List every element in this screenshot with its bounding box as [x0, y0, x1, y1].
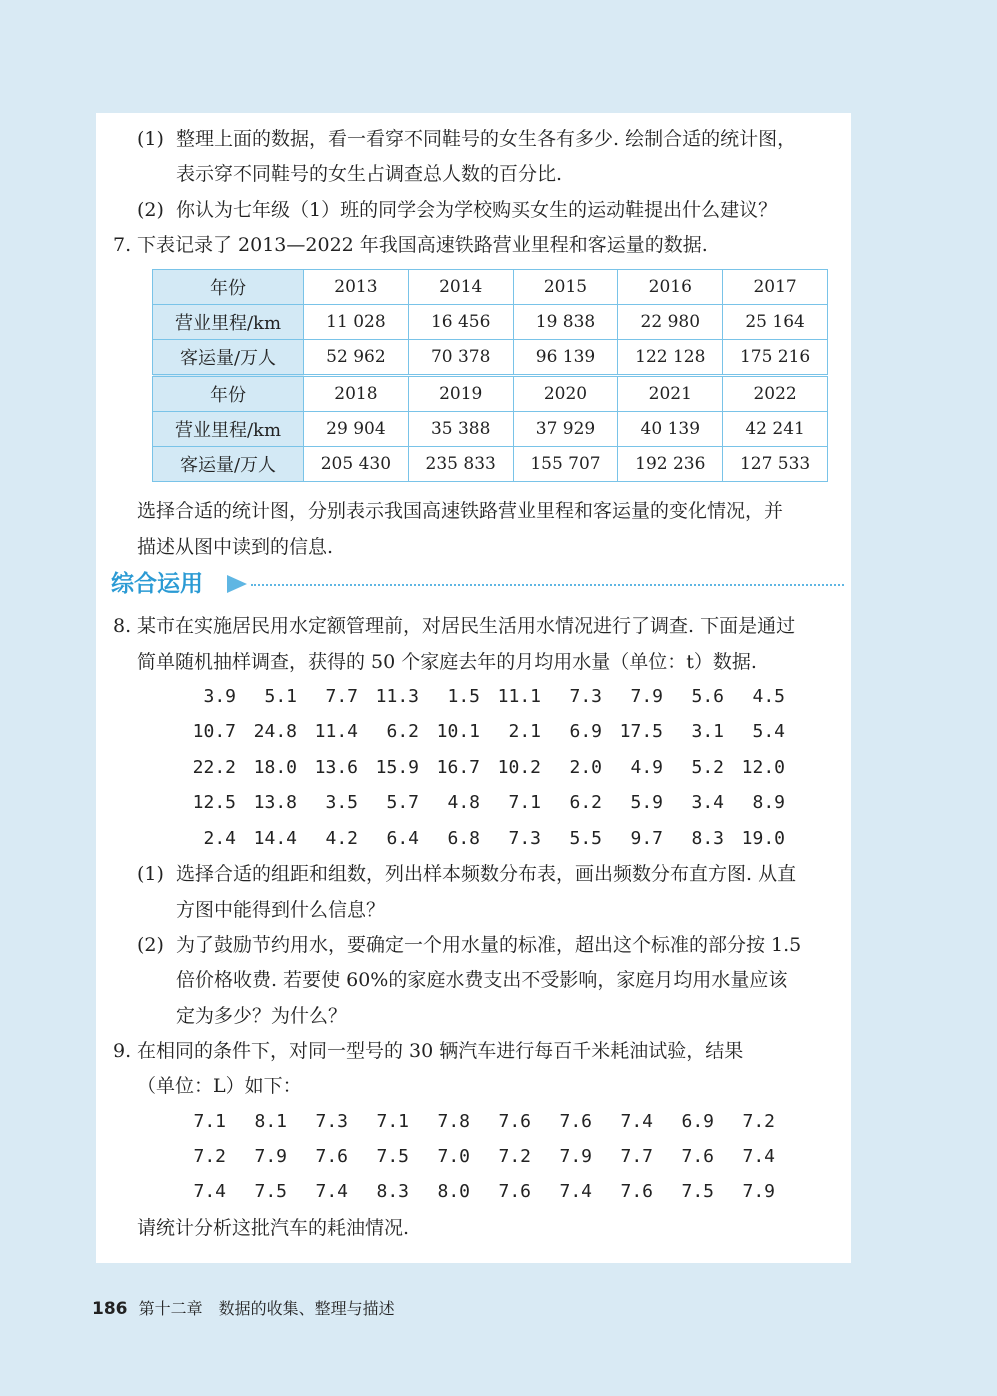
data-value: 7.7	[325, 686, 358, 707]
table-cell: 35 388	[408, 412, 513, 447]
table-cell: 2015	[513, 270, 618, 305]
data-value: 7.6	[559, 1111, 592, 1132]
table-row	[153, 376, 828, 412]
row-header-mileage: 营业里程/km	[153, 305, 304, 340]
data-value: 9.7	[630, 828, 663, 849]
dotted-divider	[251, 584, 844, 586]
q6-sub2-line1: 你认为七年级（1）班的同学会为学校购买女生的运动鞋提出什么建议？	[176, 199, 778, 221]
table-row	[153, 340, 828, 376]
data-value: 10.2	[497, 757, 541, 778]
data-value: 8.3	[691, 828, 724, 849]
data-value: 4.8	[447, 792, 480, 813]
q9-closing: 请统计分析这批汽车的耗油情况.	[137, 1217, 410, 1239]
data-value: 7.9	[254, 1146, 287, 1167]
table-row	[153, 412, 828, 447]
q8-sub2-label: (2)	[137, 934, 164, 956]
q8-sub1-label: (1)	[137, 863, 164, 885]
q8-sub1-line1: 选择合适的组距和组数，列出样本频数分布表，画出频数分布直方图. 从直	[176, 863, 797, 885]
data-value: 8.9	[752, 792, 785, 813]
q9-number: 9.	[113, 1040, 132, 1062]
data-value: 7.2	[742, 1111, 775, 1132]
q9-line1: 在相同的条件下，对同一型号的 30 辆汽车进行每百千米耗油试验，结果	[137, 1040, 744, 1062]
data-value: 7.3	[508, 828, 541, 849]
data-value: 7.3	[569, 686, 602, 707]
table-cell: 29 904	[304, 412, 409, 447]
table-cell: 122 128	[618, 340, 723, 376]
q7-number: 7.	[113, 234, 132, 256]
data-value: 6.2	[569, 792, 602, 813]
table-cell: 11 028	[304, 305, 409, 340]
data-value: 7.4	[620, 1111, 653, 1132]
data-value: 7.9	[742, 1181, 775, 1202]
page-number: 186	[92, 1299, 128, 1319]
table-cell: 2020	[513, 376, 618, 412]
data-value: 8.0	[437, 1181, 470, 1202]
table-cell: 40 139	[618, 412, 723, 447]
table-row	[153, 305, 828, 340]
q7-after-line2: 描述从图中读到的信息.	[137, 536, 334, 558]
section-header	[111, 568, 844, 600]
data-value: 6.2	[386, 721, 419, 742]
data-value: 6.9	[681, 1111, 714, 1132]
data-value: 7.1	[376, 1111, 409, 1132]
data-value: 19.0	[741, 828, 785, 849]
q7-text: 下表记录了 2013—2022 年我国高速铁路营业里程和客运量的数据.	[137, 234, 708, 256]
table-cell: 25 164	[723, 305, 828, 340]
data-value: 7.4	[193, 1181, 226, 1202]
table-cell: 2016	[618, 270, 723, 305]
data-value: 4.9	[630, 757, 663, 778]
table-cell: 235 833	[408, 447, 513, 482]
data-value: 10.7	[192, 721, 236, 742]
table-row	[153, 447, 828, 482]
data-value: 7.5	[376, 1146, 409, 1167]
data-value: 7.1	[193, 1111, 226, 1132]
data-value: 3.4	[691, 792, 724, 813]
data-value: 10.1	[436, 721, 480, 742]
data-value: 7.6	[681, 1146, 714, 1167]
row-header-year: 年份	[153, 376, 304, 412]
data-value: 22.2	[192, 757, 236, 778]
data-value: 7.4	[315, 1181, 348, 1202]
data-value: 12.5	[192, 792, 236, 813]
q8-sub1-line2: 方图中能得到什么信息？	[176, 899, 386, 921]
data-value: 7.9	[630, 686, 663, 707]
q6-sub2-label: (2)	[137, 199, 164, 221]
data-value: 7.1	[508, 792, 541, 813]
data-value: 7.6	[498, 1181, 531, 1202]
data-value: 7.5	[681, 1181, 714, 1202]
q8-line1: 某市在实施居民用水定额管理前，对居民生活用水情况进行了调查. 下面是通过	[137, 615, 796, 637]
data-value: 11.3	[375, 686, 419, 707]
data-value: 13.8	[253, 792, 297, 813]
data-value: 7.4	[559, 1181, 592, 1202]
data-value: 24.8	[253, 721, 297, 742]
data-value: 7.6	[498, 1111, 531, 1132]
chapter-title: 第十二章 数据的收集、整理与描述	[138, 1299, 395, 1318]
table-cell: 192 236	[618, 447, 723, 482]
row-header-passengers: 客运量/万人	[153, 447, 304, 482]
data-value: 7.2	[498, 1146, 531, 1167]
data-value: 14.4	[253, 828, 297, 849]
q8-sub2-line1: 为了鼓励节约用水，要确定一个用水量的标准，超出这个标准的部分按 1.5	[176, 934, 802, 956]
data-value: 11.4	[314, 721, 358, 742]
q8-sub2-line3: 定为多少？为什么？	[176, 1005, 348, 1027]
table-cell: 19 838	[513, 305, 618, 340]
data-value: 4.5	[752, 686, 785, 707]
table-cell: 16 456	[408, 305, 513, 340]
q6-sub1-line1: 整理上面的数据，看一看穿不同鞋号的女生各有多少. 绘制合适的统计图，	[176, 128, 797, 150]
data-value: 16.7	[436, 757, 480, 778]
page-footer	[92, 1296, 395, 1319]
play-arrow-icon	[225, 573, 249, 595]
data-value: 7.6	[315, 1146, 348, 1167]
row-header-passengers: 客运量/万人	[153, 340, 304, 376]
table-cell: 2022	[723, 376, 828, 412]
table-cell: 22 980	[618, 305, 723, 340]
data-value: 4.2	[325, 828, 358, 849]
q9-line2: （单位：L）如下：	[137, 1075, 302, 1097]
data-value: 13.6	[314, 757, 358, 778]
railway-data-table	[152, 269, 828, 482]
data-value: 6.9	[569, 721, 602, 742]
data-value: 3.9	[203, 686, 236, 707]
table-cell: 2021	[618, 376, 723, 412]
data-value: 7.0	[437, 1146, 470, 1167]
q7-after-line1: 选择合适的统计图，分别表示我国高速铁路营业里程和客运量的变化情况，并	[137, 500, 784, 522]
table-cell: 2019	[408, 376, 513, 412]
data-value: 7.2	[193, 1146, 226, 1167]
data-value: 3.5	[325, 792, 358, 813]
q8-number: 8.	[113, 615, 132, 637]
data-value: 7.5	[254, 1181, 287, 1202]
table-cell: 155 707	[513, 447, 618, 482]
data-value: 8.1	[254, 1111, 287, 1132]
row-header-mileage: 营业里程/km	[153, 412, 304, 447]
data-value: 2.1	[508, 721, 541, 742]
data-value: 5.4	[752, 721, 785, 742]
data-value: 5.6	[691, 686, 724, 707]
data-value: 5.7	[386, 792, 419, 813]
section-title: 综合运用	[111, 571, 203, 597]
q8-line2: 简单随机抽样调查，获得的 50 个家庭去年的月均用水量（单位：t）数据.	[137, 651, 757, 673]
table-cell: 96 139	[513, 340, 618, 376]
data-value: 7.3	[315, 1111, 348, 1132]
data-value: 5.5	[569, 828, 602, 849]
table-cell: 127 533	[723, 447, 828, 482]
data-value: 7.6	[620, 1181, 653, 1202]
data-value: 7.7	[620, 1146, 653, 1167]
table-cell: 2017	[723, 270, 828, 305]
data-value: 6.4	[386, 828, 419, 849]
data-value: 3.1	[691, 721, 724, 742]
data-value: 18.0	[253, 757, 297, 778]
table-cell: 175 216	[723, 340, 828, 376]
data-value: 15.9	[375, 757, 419, 778]
q6-sub1-label: (1)	[137, 128, 164, 150]
q8-sub2-line2: 倍价格收费. 若要使 60%的家庭水费支出不受影响，家庭月均用水量应该	[176, 969, 788, 991]
table-cell: 205 430	[304, 447, 409, 482]
table-cell: 2014	[408, 270, 513, 305]
data-value: 1.5	[447, 686, 480, 707]
data-value: 8.3	[376, 1181, 409, 1202]
data-value: 17.5	[619, 721, 663, 742]
table-cell: 70 378	[408, 340, 513, 376]
data-value: 12.0	[741, 757, 785, 778]
data-value: 11.1	[497, 686, 541, 707]
data-value: 5.9	[630, 792, 663, 813]
data-value: 5.2	[691, 757, 724, 778]
data-value: 7.8	[437, 1111, 470, 1132]
q6-sub1-line2: 表示穿不同鞋号的女生占调查总人数的百分比.	[176, 163, 563, 185]
data-value: 7.9	[559, 1146, 592, 1167]
table-cell: 2013	[304, 270, 409, 305]
data-value: 6.8	[447, 828, 480, 849]
data-value: 5.1	[264, 686, 297, 707]
table-cell: 37 929	[513, 412, 618, 447]
data-value: 2.4	[203, 828, 236, 849]
table-cell: 42 241	[723, 412, 828, 447]
table-cell: 2018	[304, 376, 409, 412]
data-value: 7.4	[742, 1146, 775, 1167]
data-value: 2.0	[569, 757, 602, 778]
table-row	[153, 270, 828, 305]
row-header-year: 年份	[153, 270, 304, 305]
table-cell: 52 962	[304, 340, 409, 376]
